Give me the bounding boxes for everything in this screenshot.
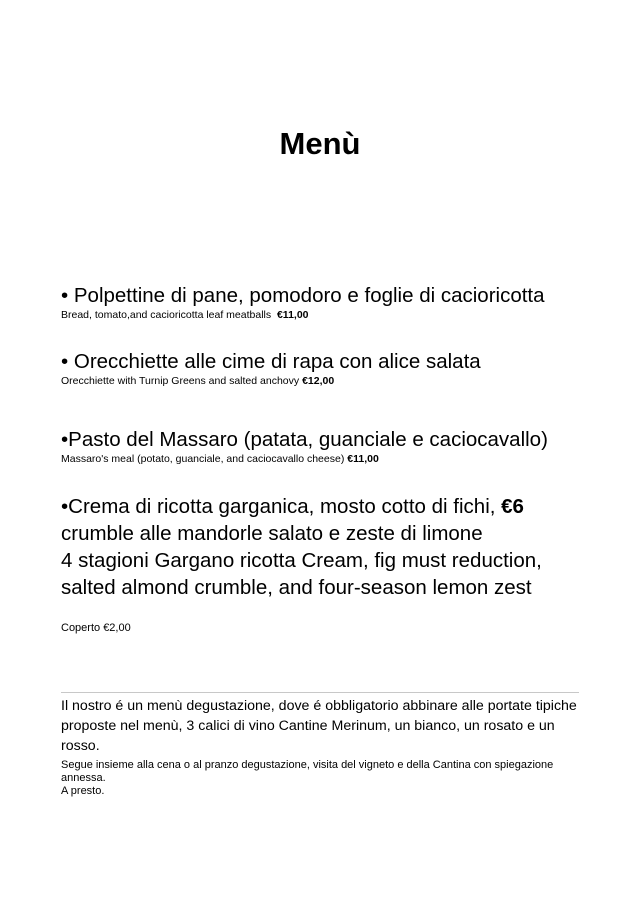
menu-item — [61, 350, 621, 388]
dish-description-line — [61, 374, 621, 388]
dessert-price: €6 — [501, 495, 524, 518]
dish-price: €11,00 — [276, 309, 309, 321]
dish-name: •Pasto del Massaro (patata, guanciale e caciocavallo) — [61, 428, 548, 451]
dish-name: • Polpettine di pane, pomodoro e foglie di cacioricotta — [61, 284, 545, 307]
dish-price: €11,00 — [347, 453, 379, 465]
dish-price: €12,00 — [302, 375, 335, 387]
dish-description: Bread, tomato,and cacioricotta leaf meatballs — [61, 309, 272, 321]
dessert-line-4: salted almond crumble, and four-season lemon zest — [61, 576, 532, 599]
visit-note-text: Segue insieme alla cena o al pranzo degustazione, visita del vigneto e della Cantina con spiegazione annessa. — [61, 759, 554, 784]
dessert-line-2: crumble alle mandorle salato e zeste di limone — [61, 522, 483, 545]
dessert-item — [61, 493, 621, 601]
dish-description-line — [61, 452, 621, 466]
closing-note: A presto. — [61, 785, 105, 797]
dish-name: • Orecchiette alle cime di rapa con alice salata — [61, 350, 481, 373]
menu-item — [61, 284, 621, 322]
divider — [61, 692, 579, 693]
cover-charge: Coperto €2,00 — [61, 622, 131, 634]
dessert-name: •Crema di ricotta garganica, mosto cotto di fichi, — [61, 495, 496, 518]
visit-note — [61, 759, 581, 798]
menu-title: Menù — [279, 126, 361, 161]
dish-description: Orecchiette with Turnip Greens and salted anchovy — [61, 375, 300, 387]
tasting-menu-note: Il nostro é un menù degustazione, dove é obbligatorio abbinare alle portate tipiche proposte nel menù, 3 calici di vino Cantine Merinum, un bianco, un rosato e un rosso. — [61, 698, 577, 754]
dish-description: Massaro's meal (potato, guanciale, and caciocavallo cheese) — [61, 453, 345, 465]
menu-item — [61, 428, 621, 466]
dessert-line-1 — [61, 493, 621, 520]
dish-description-line — [61, 308, 621, 322]
dessert-line-3: 4 stagioni Gargano ricotta Cream, fig must reduction, — [61, 549, 542, 572]
